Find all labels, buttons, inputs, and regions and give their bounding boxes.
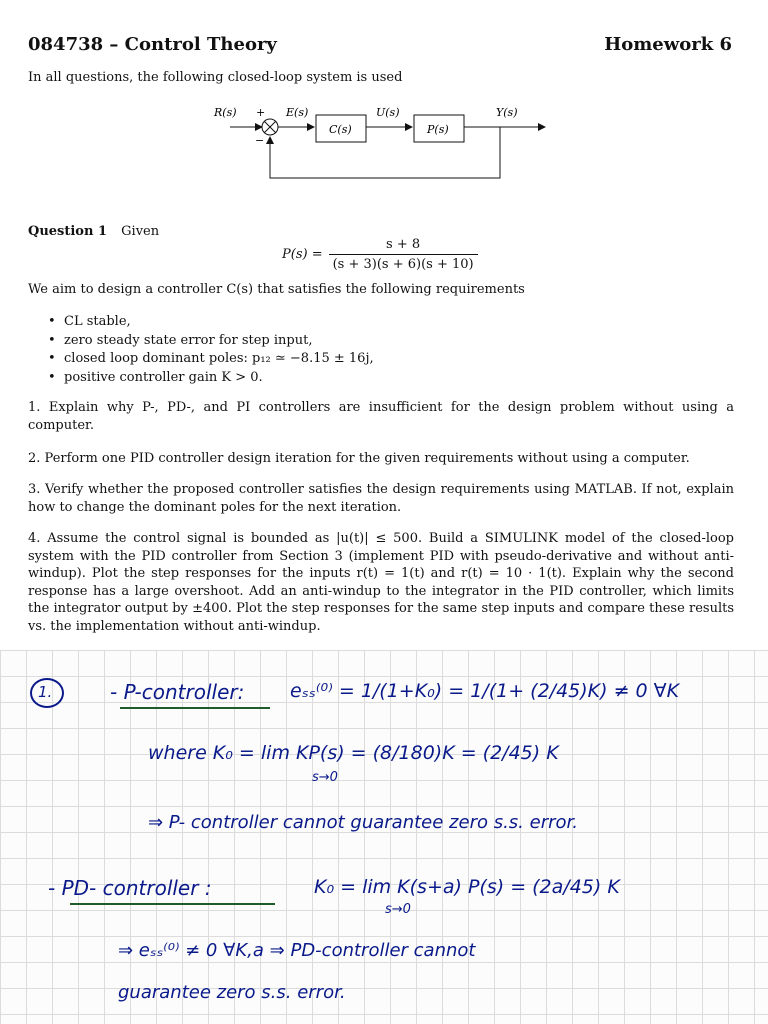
requirement-item: • closed loop dominant poles: p₁₂ ≃ −8.15 ± 16j, bbox=[48, 350, 374, 369]
pd-controller-label: - PD- controller : bbox=[48, 876, 212, 900]
p-controller-error-equation: eₛₛ⁽⁰⁾ = 1/(1+K₀) = 1/(1+ (2/45)K) ≠ 0 ∀K bbox=[290, 680, 680, 702]
requirements-list bbox=[48, 313, 374, 387]
task-item-1: 1. Explain why P-, PD-, and PI controllers are insufficient for the design problem without using a computer. bbox=[28, 400, 734, 433]
handwritten-notes bbox=[0, 650, 768, 1024]
plant-lhs: P(s) = bbox=[282, 247, 323, 262]
p-controller-limit: s→0 bbox=[312, 770, 338, 785]
question-given: Given bbox=[121, 224, 160, 239]
requirement-item: • zero steady state error for step input, bbox=[48, 332, 374, 351]
input-label: R(s) bbox=[214, 106, 237, 119]
aim-text: We aim to design a controller C(s) that satisfies the following requirements bbox=[28, 282, 525, 297]
intro-text: In all questions, the following closed-loop system is used bbox=[28, 70, 403, 85]
plant-denominator: (s + 3)(s + 6)(s + 10) bbox=[329, 254, 478, 272]
pd-controller-conclusion-line2: guarantee zero s.s. error. bbox=[118, 982, 346, 1003]
answer-number: 1. bbox=[38, 683, 53, 701]
p-controller-underline bbox=[120, 707, 270, 709]
task-item-2: 2. Perform one PID controller design iteration for the given requirements without using a computer. bbox=[28, 451, 690, 466]
pd-controller-limit: s→0 bbox=[385, 902, 411, 917]
p-controller-where: where K₀ = lim KP(s) = (8/180)K = (2/45) K bbox=[148, 742, 559, 764]
pd-controller-equation: K₀ = lim K(s+a) P(s) = (2a/45) K bbox=[314, 876, 620, 898]
task-item-3: 3. Verify whether the proposed controller satisfies the design requirements using MATLAB. If not, explain how to change the dominant poles for the next iteration. bbox=[28, 482, 734, 515]
control-label: U(s) bbox=[376, 106, 400, 119]
error-label: E(s) bbox=[286, 106, 309, 119]
pd-controller-underline bbox=[70, 903, 275, 905]
plant-label: P(s) bbox=[427, 123, 449, 136]
feedback-path bbox=[270, 127, 500, 178]
homework-title: Homework 6 bbox=[604, 34, 732, 55]
output-label: Y(s) bbox=[496, 106, 518, 119]
plant-numerator: s + 8 bbox=[386, 237, 421, 252]
task-item-4: 4. Assume the control signal is bounded as |u(t)| ≤ 500. Build a SIMULINK model of the closed-loop system with the PID controller from Section 3 (implement PID with pseudo-derivative and without anti-windup). Plot the step responses for the inputs r(t) = 1(t) and r(t) = 10 · 1(t). Explain why the second response has a large overshoot. Add an anti-windup to the integrator in the PID controller, which limits the integrator output by ±400. Plot the step responses for the same step inputs and compare these results vs. the implementation without anti-windup. bbox=[28, 531, 734, 634]
requirement-item: • positive controller gain K > 0. bbox=[48, 369, 374, 388]
course-title: 084738 – Control Theory bbox=[28, 34, 277, 55]
minus-sign: − bbox=[255, 134, 265, 147]
block-diagram bbox=[200, 100, 560, 190]
pd-controller-conclusion-line1: ⇒ eₛₛ⁽⁰⁾ ≠ 0 ∀K,a ⇒ PD-controller cannot bbox=[118, 940, 476, 961]
plant-equation bbox=[282, 237, 478, 272]
p-controller-conclusion: ⇒ P- controller cannot guarantee zero s.s. error. bbox=[148, 812, 578, 833]
question-title: Question 1 bbox=[28, 224, 108, 239]
controller-label: C(s) bbox=[329, 123, 352, 136]
requirement-item: • CL stable, bbox=[48, 313, 374, 332]
plus-sign: + bbox=[256, 106, 266, 119]
p-controller-label: - P-controller: bbox=[110, 680, 245, 704]
question-heading bbox=[28, 224, 159, 239]
